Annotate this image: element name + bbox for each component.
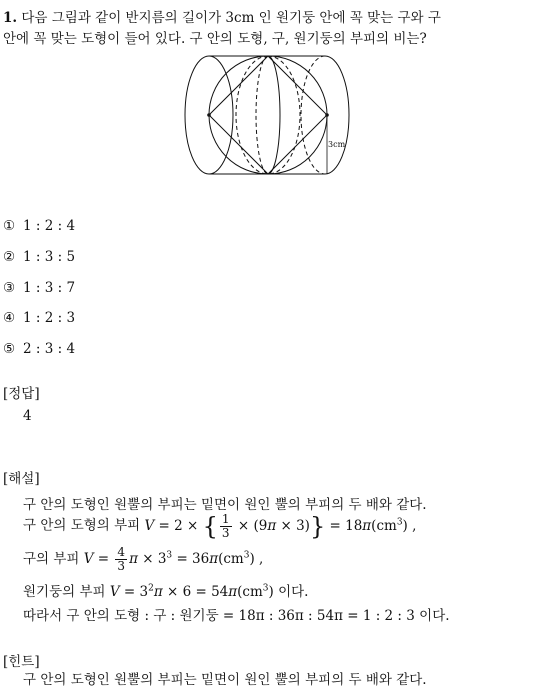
- explanation-line-4: [23, 580, 308, 600]
- choice-2-text: 1 : 3 : 5: [23, 249, 76, 265]
- explanation-line-2-prefix: 구 안의 도형의 부피: [23, 517, 141, 534]
- choice-2[interactable]: [3, 249, 75, 265]
- choice-4-mark: ④: [3, 310, 16, 326]
- cylinder-volume-formula: $V = 3^2\pi \times 6 = 54\pi(cm^3)$: [109, 583, 279, 600]
- explanation-line-4-prefix: 원기둥의 부피: [23, 584, 106, 600]
- sphere-meridian-back: [256, 56, 268, 174]
- cylinder-right-face-back: [301, 56, 325, 174]
- sphere-volume-formula: V = $\frac{4}{3}$ $\pi \times 3^3 = 36\pi(cm^3)$ ,: [83, 545, 264, 573]
- question-number: 1.: [3, 10, 18, 26]
- left-apex-point: [207, 113, 211, 117]
- double-cone: [209, 56, 327, 174]
- question-line-1: [3, 6, 441, 26]
- cylinder-sphere-figure: [181, 54, 353, 176]
- answer-label: [정답]: [3, 386, 40, 402]
- choice-1-text: 1 : 2 : 4: [23, 218, 76, 234]
- question-text-2: 안에 꼭 맞는 도형이 들어 있다. 구 안의 도형, 구, 원기둥의 부피의 비는?: [3, 31, 427, 47]
- choice-5-text: 2 : 3 : 4: [23, 341, 76, 357]
- choice-3[interactable]: [3, 280, 75, 296]
- cone-volume-formula: V = 2 × { $\frac{1}{3}$ × $(9\pi \times 3)\} = 18\pi(cm^3)$ ,: [144, 511, 417, 540]
- explanation-line-3-prefix: 구의 부피: [23, 551, 80, 567]
- choice-3-text: 1 : 3 : 7: [23, 280, 76, 296]
- explanation-line-2: [23, 512, 416, 540]
- explanation-line-1: 구 안의 도형인 원뿔의 부피는 밑면이 원인 뿔의 부피의 두 배와 같다.: [23, 497, 427, 513]
- explanation-line-3: [23, 546, 263, 573]
- explanation-line-5: 따라서 구 안의 도형 : 구 : 원기둥 = 18π : 36π : 54π = 1 : 2 : 3 이다.: [23, 608, 450, 624]
- choice-5-mark: ⑤: [3, 341, 16, 357]
- hint-text: 구 안의 도형인 원뿔의 부피는 밑면이 원인 뿔의 부피의 두 배와 같다.: [23, 672, 427, 688]
- question-line-2: [3, 27, 427, 47]
- explanation-label: [해설]: [3, 471, 40, 487]
- answer-value: 4: [23, 408, 32, 424]
- explanation-line-4-suffix: 이다.: [278, 584, 309, 600]
- question-text-1: 다음 그림과 같이 반지름의 길이가 3cm 인 원기둥 안에 꼭 맞는 구와 구: [21, 10, 441, 26]
- sphere-meridian-front: [268, 56, 280, 174]
- choice-1-mark: ①: [3, 218, 16, 234]
- choice-4-text: 1 : 2 : 3: [23, 310, 76, 326]
- sphere-meridian-right: [268, 56, 300, 174]
- sphere-outline: [209, 56, 327, 174]
- choice-5[interactable]: [3, 341, 75, 357]
- choice-3-mark: ③: [3, 280, 16, 296]
- figure-svg: [181, 54, 353, 176]
- choice-4[interactable]: [3, 310, 75, 326]
- choice-2-mark: ②: [3, 249, 16, 265]
- hint-label: [힌트]: [3, 654, 40, 670]
- choice-1[interactable]: [3, 218, 75, 234]
- radius-label: 3cm: [328, 140, 346, 149]
- sphere-meridian-left: [236, 56, 268, 174]
